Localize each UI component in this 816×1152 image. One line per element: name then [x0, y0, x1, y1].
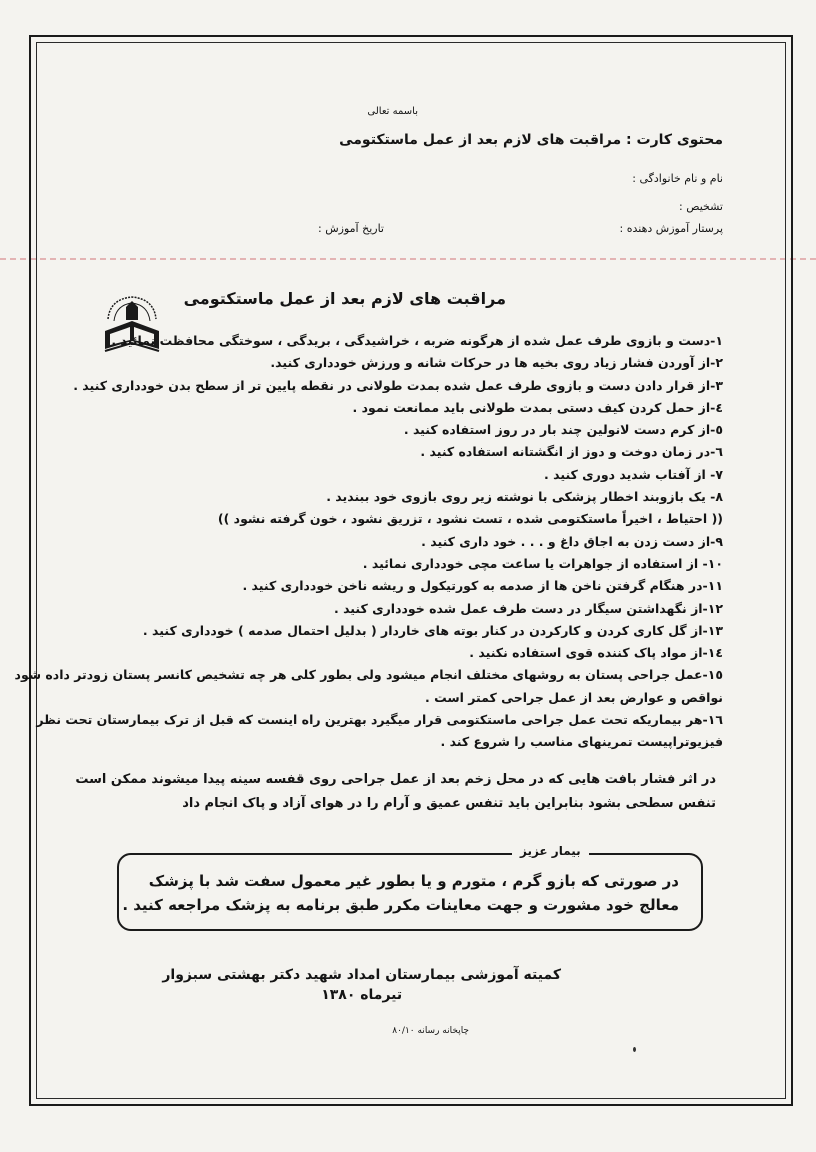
breathing-note-line: تنفس سطحی بشود بنابراین باید تنفس عمیق و آرام را در هوای آزاد و پاک انجام داد	[182, 796, 716, 811]
list-item: ۱۲-از نگهداشتن سیگار در دست طرف عمل شده خودداری کنید .	[333, 600, 723, 616]
list-item: فیزیوتراپیست تمرینهای مناسب را شروع کند .	[440, 734, 723, 750]
committee-date: تیرماه ۱۳۸۰	[321, 987, 403, 1003]
nurse-field-label: پرستار آموزش دهنده :	[619, 222, 723, 235]
list-item: ۹-از دست زدن به اجاق داغ و . . . خود داری کنید .	[421, 533, 723, 549]
list-item: ۸- یک بازوبند اخطار پزشکی با نوشته زیر روی بازوی خود ببندید .	[326, 489, 723, 505]
basmala: باسمه تعالی	[367, 106, 418, 117]
committee-name: کمیته آموزشی بیمارستان امداد شهید دکتر بهشتی سبزوار	[162, 967, 561, 983]
list-item: (( احتیاط ، اخیراً ماستکتومی شده ، تست نشود ، تزریق نشود ، خون گرفته نشود ))	[217, 511, 723, 527]
list-item: ٤-از حمل کردن کیف دستی بمدت طولانی باید ممانعت نمود .	[352, 399, 723, 415]
ink-mark	[633, 1047, 636, 1052]
list-item: ١٥-عمل جراحی پستان به روشهای مختلف انجام میشود ولی بطور کلی هر چه تشخیص کانسر پستان زودتر داده شود	[14, 667, 723, 683]
notice-heading: بیمار عزیز	[512, 844, 589, 858]
list-item: ۷- از آفتاب شدید دوری کنید .	[544, 466, 723, 482]
list-item: ۱۰- از استفاده از جواهرات یا ساعت مچی خودداری نمائید .	[362, 555, 723, 571]
card-title: محتوی کارت : مراقبت های لازم بعد از عمل ماستکتومی	[339, 132, 723, 148]
list-item: ٦-در زمان دوخت و دوز از انگشتانه استفاده کنید .	[420, 444, 723, 460]
notice-line: معالج خود مشورت و جهت معاینات مکرر طبق برنامه به پزشک مراجعه کنید .	[122, 896, 679, 914]
main-title: مراقبت های لازم بعد از عمل ماستکتومی	[183, 289, 506, 308]
list-item: ١٤-از مواد پاک کننده قوی استفاده نکنید .	[469, 645, 723, 661]
list-item: ۱-دست و بازوی طرف عمل شده از هرگونه ضربه ، خراشیدگی ، بریدگی ، سوختگی محافظت نمائید .	[111, 333, 723, 348]
diagnosis-field-label: تشخیص :	[679, 200, 723, 213]
notice-text	[122, 869, 679, 917]
instruction-list	[14, 330, 723, 754]
list-item: ۱۱-در هنگام گرفتن ناخن ها از صدمه به کورتیکول و ریشه ناخن خودداری کنید .	[242, 578, 723, 594]
breathing-note-line: در اثر فشار بافت هایی که در محل زخم بعد از عمل جراحی روی قفسه سینه پیدا میشوند ممکن است	[75, 772, 716, 787]
list-item: ۳-از قرار دادن دست و بازوی طرف عمل شده بمدت طولانی در نقطه پایین تر از سطح بدن خودداری کنید .	[73, 377, 723, 393]
list-item: ٥-از کرم دست لانولین چند بار در روز استفاده کنید .	[403, 422, 723, 438]
list-item: ۲-از آوردن فشار زیاد روی بخیه ها در حرکات شانه و ورزش خودداری کنید.	[270, 355, 723, 371]
notice-line: در صورتی که بازو گرم ، متورم و یا بطور غیر معمول سفت شد با پزشک	[148, 872, 679, 890]
list-item: ۱۳-از گل کاری کردن و کارکردن در کنار بوته های خاردار ( بدلیل احتمال صدمه ) خودداری کنید .	[142, 622, 723, 638]
list-item: ۱٦-هر بیماریکه تحت عمل جراحی ماستکتومی قرار میگیرد بهترین راه اینست که قبل از ترک بیمارستان تحت نظر	[36, 712, 723, 728]
name-field-label: نام و نام خانوادگی :	[632, 172, 723, 185]
training-date-field-label: تاریخ آموزش :	[318, 222, 384, 235]
breathing-note	[75, 768, 716, 816]
list-item: نواقص و عوارض بعد از عمل جراحی کمتر است .	[425, 689, 723, 705]
print-note: چاپخانه رسانه ۸۰/۱۰	[392, 1026, 469, 1036]
committee-signature	[162, 965, 561, 1005]
